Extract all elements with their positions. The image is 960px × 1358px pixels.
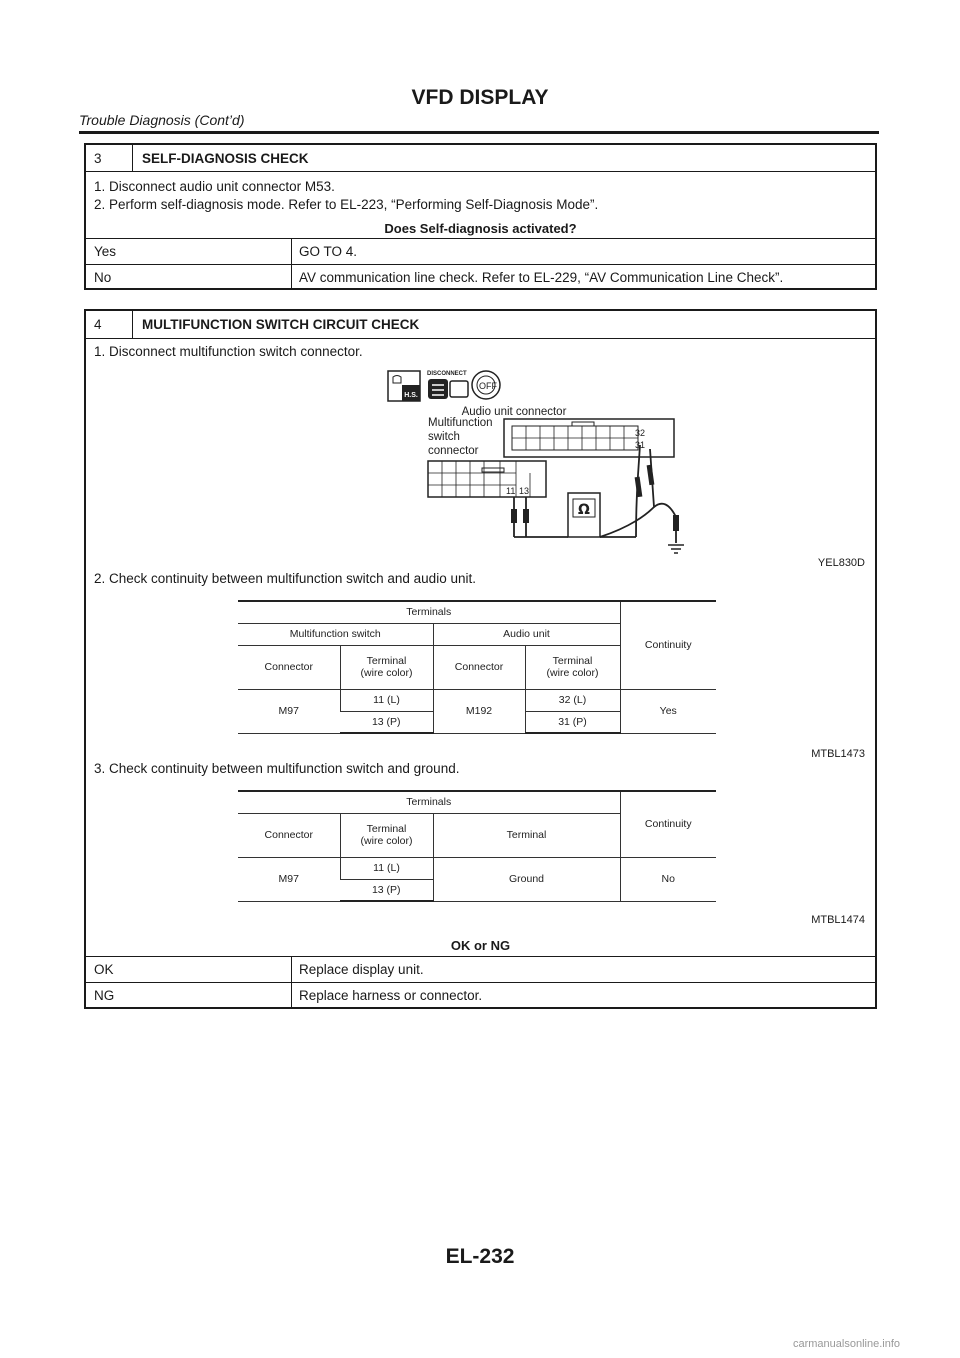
th-connector: Connector (433, 645, 525, 689)
question: Does Self-diagnosis activated? (384, 221, 577, 236)
instruction-line: 1. Disconnect audio unit connector M53. (94, 179, 335, 194)
cell-terminal: 13 (P) (340, 711, 433, 733)
step-number: 4 (94, 317, 102, 332)
watermark: carmanualsonline.info (792, 1338, 900, 1350)
figure-id: YEL830D (817, 557, 865, 569)
table-id: MTBL1473 (811, 748, 865, 760)
ohm-icon: Ω (578, 502, 590, 518)
th-audio-unit: Audio unit (433, 623, 620, 645)
disconnect-icon (427, 371, 468, 399)
pin-label: 32 (635, 428, 646, 438)
th-mf-switch: Multifunction switch (238, 623, 433, 645)
mf-label: switch (428, 431, 460, 443)
step-3-box (84, 143, 877, 290)
cell-terminal: 32 (L) (525, 689, 620, 711)
result-row-no (86, 265, 875, 290)
instruction-line: 2. Perform self-diagnosis mode. Refer to EL-223, “Performing Self-Diagnosis Mode”. (94, 197, 599, 212)
result-row-ok (86, 957, 875, 983)
cell-terminal: 31 (P) (525, 711, 620, 733)
result-label: No (94, 270, 112, 285)
result-action: AV communication line check. Refer to EL-229, “AV Communication Line Check”. (299, 270, 784, 285)
result-label: NG (94, 987, 115, 1003)
instruction-line: 2. Check continuity between multifunction switch and audio unit. (94, 571, 476, 586)
hs-icon (388, 371, 420, 401)
audio-connector-label: Audio unit connector (461, 406, 567, 418)
th-connector: Connector (238, 813, 340, 857)
th-terminal-wc: Terminal (wire color) (340, 813, 433, 857)
result-action: Replace harness or connector. (299, 987, 483, 1003)
pin-label: 31 (635, 440, 646, 450)
hs-label: H.S. (404, 392, 418, 399)
cell-terminal: 11 (L) (340, 689, 433, 711)
instruction-line: 3. Check continuity between multifunction switch and ground. (94, 761, 460, 776)
th-terminals: Terminals (238, 791, 620, 813)
cell-connector: M97 (238, 689, 340, 733)
page-subtitle: Trouble Diagnosis (Cont’d) (79, 112, 245, 128)
th-continuity: Continuity (620, 791, 716, 857)
result-label: Yes (94, 244, 117, 259)
mf-label: Multifunction (428, 417, 493, 429)
mf-label: connector (428, 445, 479, 457)
page-title: VFD DISPLAY (411, 86, 549, 109)
instruction-line: 1. Disconnect multifunction switch connector. (94, 344, 363, 359)
table-id: MTBL1474 (811, 914, 865, 926)
th-terminal-wc: Terminal (wire color) (525, 645, 620, 689)
page-number: EL-232 (445, 1245, 515, 1268)
cell-continuity: No (620, 857, 716, 901)
th-terminals: Terminals (238, 601, 620, 623)
continuity-table-ground (238, 790, 716, 902)
off-label: OFF (479, 381, 497, 391)
ignition-off-icon (472, 371, 500, 399)
continuity-table-audio (238, 600, 716, 734)
th-continuity: Continuity (620, 601, 716, 689)
result-row-ng (86, 983, 875, 1007)
result-action: Replace display unit. (299, 962, 424, 977)
th-connector: Connector (238, 645, 340, 689)
step-4-box (84, 309, 877, 1009)
header-rule (79, 131, 879, 134)
disconnect-label: DISCONNECT (427, 371, 467, 377)
result-label: OK (94, 962, 114, 977)
cell-connector: M192 (433, 689, 525, 733)
pin-label: 13 (519, 486, 530, 496)
result-action: GO TO 4. (299, 244, 358, 259)
cell-terminal: 13 (P) (340, 879, 433, 901)
cell-terminal: 11 (L) (340, 857, 433, 879)
wiring-diagram (336, 365, 646, 557)
audio-unit-connector (504, 419, 674, 457)
step-title: SELF-DIAGNOSIS CHECK (142, 150, 309, 166)
step-title: MULTIFUNCTION SWITCH CIRCUIT CHECK (142, 317, 420, 332)
cell-continuity: Yes (620, 689, 716, 733)
th-terminal-wc: Terminal (wire color) (340, 645, 433, 689)
pin-label: 11 (506, 486, 516, 496)
question: OK or NG (450, 938, 511, 953)
th-terminal: Terminal (433, 813, 620, 857)
step-4-header (86, 311, 875, 339)
step-number: 3 (94, 150, 102, 166)
cell-ground: Ground (433, 857, 620, 901)
result-row-yes (86, 239, 875, 265)
step-3-header (86, 145, 875, 172)
cell-connector: M97 (238, 857, 340, 901)
